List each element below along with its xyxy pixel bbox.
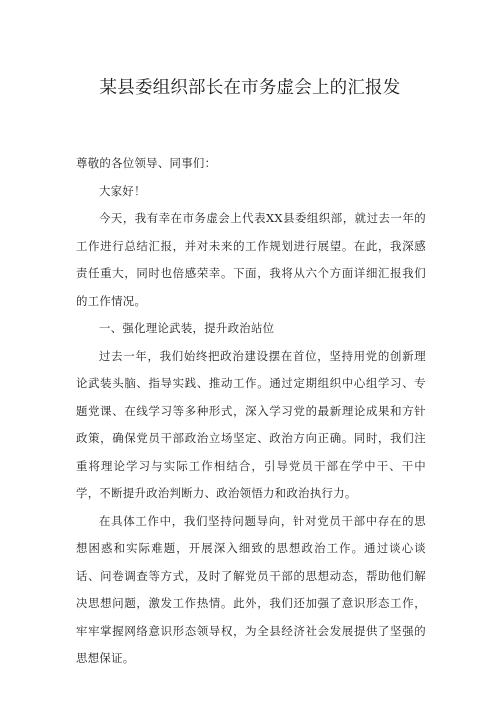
paragraph-intro: 今天，我有幸在市务虚会上代表XX县委组织部，就过去一年的工作进行总结汇报，并对未来的工作规划进行展望。在此，我深感责任重大，同时也倍感荣幸。下面，我将从六个方面详细汇报我们的工作情况。: [76, 211, 426, 308]
paragraph-theory: 过去一年，我们始终把政治建设摆在首位，坚持用党的创新理论武装头脑、指导实践、推动工作。通过定期组织中心组学习、专题党课、在线学习等多种形式，深入学习党的最新理论成果和方针政策，确保党员干部政治立场坚定、政治方向正确。同时，我们注重将理论学习与实际工作相结合，引导党员干部在学中干、干中学，不断提升政治判断力、政治领悟力和政治执行力。: [76, 348, 426, 500]
document-title: 某县委组织部长在市务虚会上的汇报发: [99, 78, 401, 98]
document-body: [76, 150, 426, 673]
section-heading-1: 一、强化理论武装，提升政治站位: [99, 321, 275, 335]
salutation: 尊敬的各位领导、同事们：: [76, 156, 217, 170]
paragraph-practice: 在具体工作中，我们坚持问题导向，针对党员干部中存在的思想困惑和实际难题，开展深入细致的思想政治工作。通过谈心谈话、问卷调查等方式，及时了解党员干部的思想动态，帮助他们解决思想问题，激发工作热情。此外，我们还加强了意识形态工作，牢牢掌握网络意识形态领导权，为全县经济社会发展提供了坚强的思想保证。: [76, 513, 426, 665]
greeting: 大家好！: [99, 183, 146, 198]
